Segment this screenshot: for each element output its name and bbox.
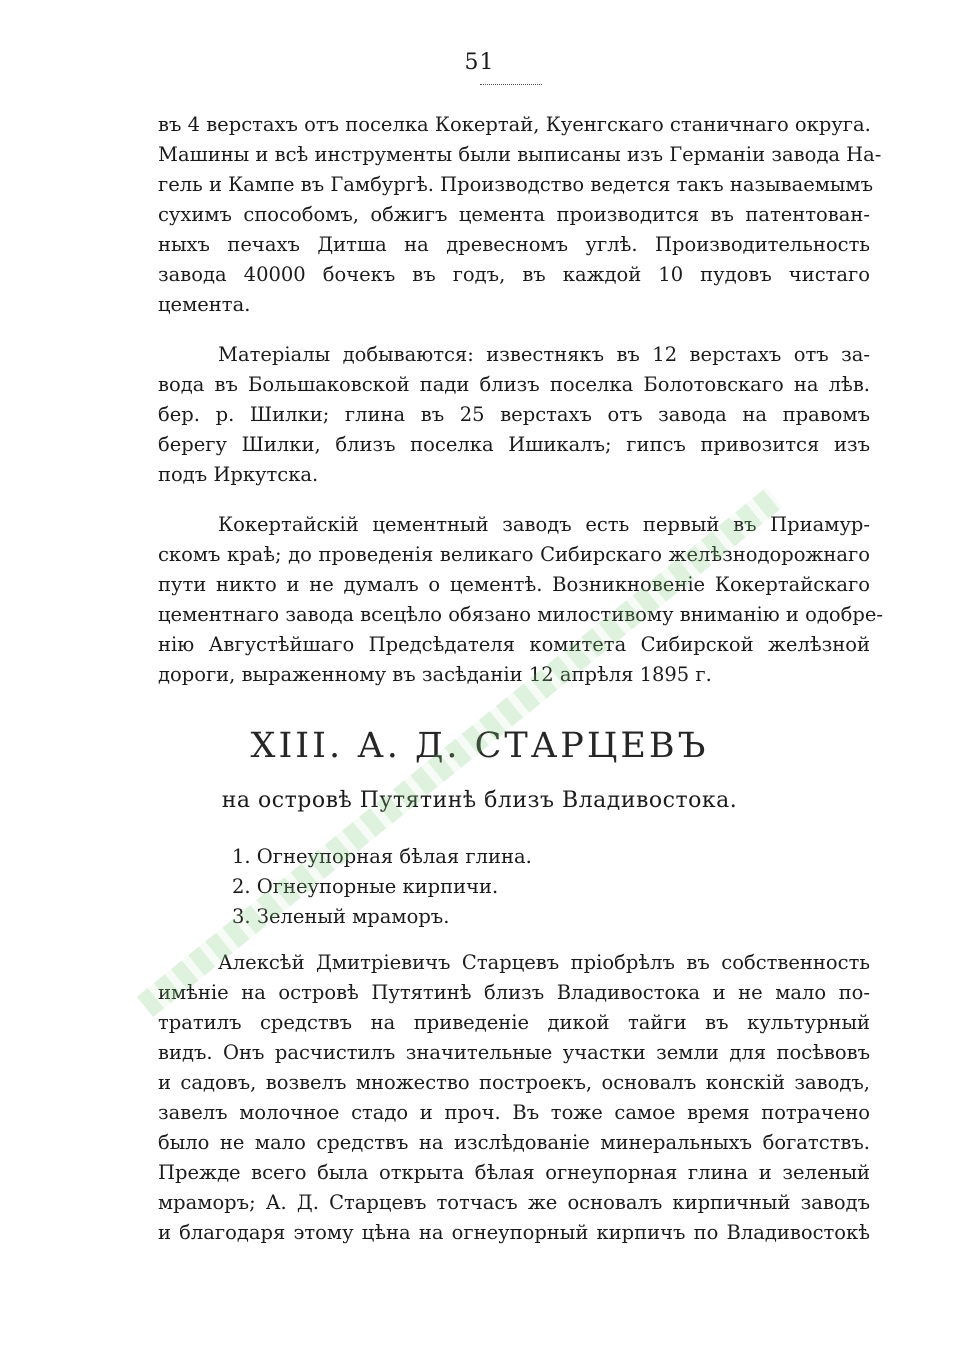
page-number-rule xyxy=(480,84,542,86)
text-line: въ 4 верстахъ отъ поселка Кокертай, Куенгскаго станичнаго округа. xyxy=(158,113,871,136)
text-line: и благодаря этому цѣна на огнеупорный кирпичъ по Владивостокѣ xyxy=(158,1221,870,1244)
text-line: гель и Кампе въ Гамбургѣ. Производство ведется такъ называемымъ xyxy=(158,173,874,196)
text-line: вода въ Большаковской пади близъ поселка Болотовскаго на лѣв. xyxy=(158,373,870,396)
list-item: 2. Огнеупорные кирпичи. xyxy=(232,875,499,898)
text-line: нію Августѣйшаго Предсѣдателя комитета Сибирской желѣзной xyxy=(158,633,870,656)
paragraph-kokertai-history xyxy=(158,510,883,690)
text-line: пути никто и не думалъ о цементѣ. Возникновеніе Кокертайскаго xyxy=(158,573,870,596)
paragraph-materials xyxy=(158,340,870,490)
product-list xyxy=(232,842,532,932)
text-line: Алексѣй Дмитріевичъ Старцевъ пріобрѣлъ въ собственность xyxy=(218,951,870,974)
text-line: и садовъ, возвелъ множество построекъ, основалъ конскій заводъ, xyxy=(158,1071,870,1094)
text-line: бер. р. Шилки; глина въ 25 верстахъ отъ завода на правомъ xyxy=(158,403,870,426)
text-line: тратилъ средствъ на приведеніе дикой тайги въ культурный xyxy=(158,1011,870,1034)
text-line: ныхъ печахъ Дитша на древесномъ углѣ. Производительность xyxy=(158,233,870,256)
text-line: берегу Шилки, близъ поселка Ишикалъ; гипсъ привозится изъ xyxy=(158,433,870,456)
paragraph-startsev-estate xyxy=(158,948,870,1248)
text-line: было не мало средствъ на изслѣдованіе минеральныхъ богатствъ. xyxy=(158,1131,870,1154)
text-line: сухимъ способомъ, обжигъ цемента производится въ патентован- xyxy=(158,203,870,226)
text-line: дороги, выраженному въ засѣданіи 12 апрѣля 1895 г. xyxy=(158,663,712,686)
list-item: 1. Огнеупорная бѣлая глина. xyxy=(232,845,532,868)
text-line: подъ Иркутска. xyxy=(158,463,319,486)
section-heading: XIII. А. Д. СТАРЦЕВЪ xyxy=(250,726,709,766)
text-line: Кокертайскій цементный заводъ есть первый въ Приамур- xyxy=(218,513,870,536)
text-line: скомъ краѣ; до проведенія великаго Сибирскаго желѣзнодорожнаго xyxy=(158,543,870,566)
text-line: завода 40000 бочекъ въ годъ, въ каждой 10 пудовъ чистаго xyxy=(158,263,870,286)
paragraph-cement-production xyxy=(158,110,882,320)
text-line: Матеріалы добываются: известнякъ въ 12 верстахъ отъ за- xyxy=(218,343,870,366)
text-line: мраморъ; А. Д. Старцевъ тотчасъ же основалъ кирпичный заводъ xyxy=(158,1191,870,1214)
text-line: Прежде всего была открыта бѣлая огнеупорная глина и зеленый xyxy=(158,1161,870,1184)
text-line: цементнаго завода всецѣло обязано милостивому вниманію и одобре- xyxy=(158,603,883,626)
text-line: завелъ молочное стадо и проч. Въ тоже самое время потрачено xyxy=(158,1101,870,1124)
text-line: Машины и всѣ инструменты были выписаны изъ Германіи завода На- xyxy=(158,143,882,166)
text-line: имѣніе на островѣ Путятинѣ близъ Владивостока и не мало по- xyxy=(158,981,870,1004)
text-line: видъ. Онъ расчистилъ значительные участки земли для посѣвовъ xyxy=(158,1041,870,1064)
page-number: 51 xyxy=(464,50,495,75)
text-line: цемента. xyxy=(158,293,251,316)
list-item: 3. Зеленый мраморъ. xyxy=(232,905,450,928)
section-subheading: на островѣ Путятинѣ близъ Владивостока. xyxy=(221,788,738,813)
